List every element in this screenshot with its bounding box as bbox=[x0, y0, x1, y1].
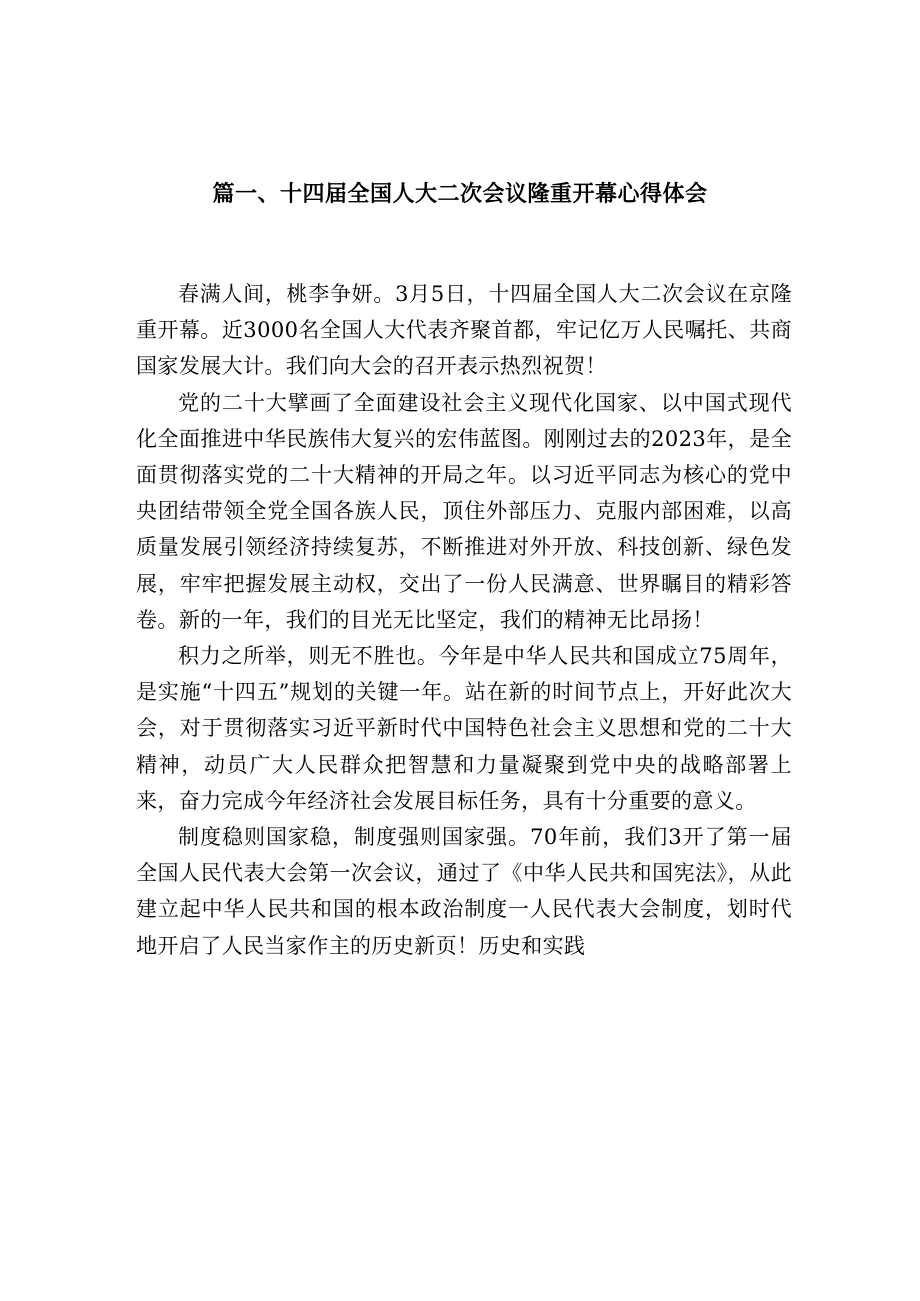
paragraph: 制度稳则国家稳，制度强则国家强。70年前，我们3开了第一届全国人民代表大会第一次会议，通过了《中华人民共和国宪法》，从此建立起中华人民共和国的根本政治制度一人民代表大会制度，划时代地开启了人民当家作主的历史新页！历史和实践 bbox=[136, 825, 792, 958]
paragraph: 春满人间，桃李争妍。3月5日，十四届全国人大二次会议在京隆重开幕。近3000名全国人大代表齐聚首都，牢记亿万人民嘱托、共商国家发展大计。我们向大会的召开表示热烈祝贺！ bbox=[136, 282, 792, 379]
document-body bbox=[136, 276, 792, 964]
paragraph: 积力之所举，则无不胜也。今年是中华人民共和国成立75周年，是实施“十四五”规划的关键一年。站在新的时间节点上，开好此次大会，对于贯彻落实习近平新时代中国特色社会主义思想和党的二十大精神，动员广大人民群众把智慧和力量凝聚到党中央的战略部署上来，奋力完成今年经济社会发展目标任务，具有十分重要的意义。 bbox=[136, 644, 792, 813]
paragraph: 党的二十大擘画了全面建设社会主义现代化国家、以中国式现代化全面推进中华民族伟大复兴的宏伟蓝图。刚刚过去的2023年，是全面贯彻落实党的二十大精神的开局之年。以习近平同志为核心的党中央团结带领全党全国各族人民，顶住外部压力、克服内部困难，以高质量发展引领经济持续复苏，不断推进对外开放、科技创新、绿色发展，牢牢把握发展主动权，交出了一份人民满意、世界瞩目的精彩答卷。新的一年，我们的目光无比坚定，我们的精神无比昂扬！ bbox=[136, 390, 792, 632]
document-title: 篇一、十四届全国人大二次会议隆重开幕心得体会 bbox=[212, 182, 708, 207]
